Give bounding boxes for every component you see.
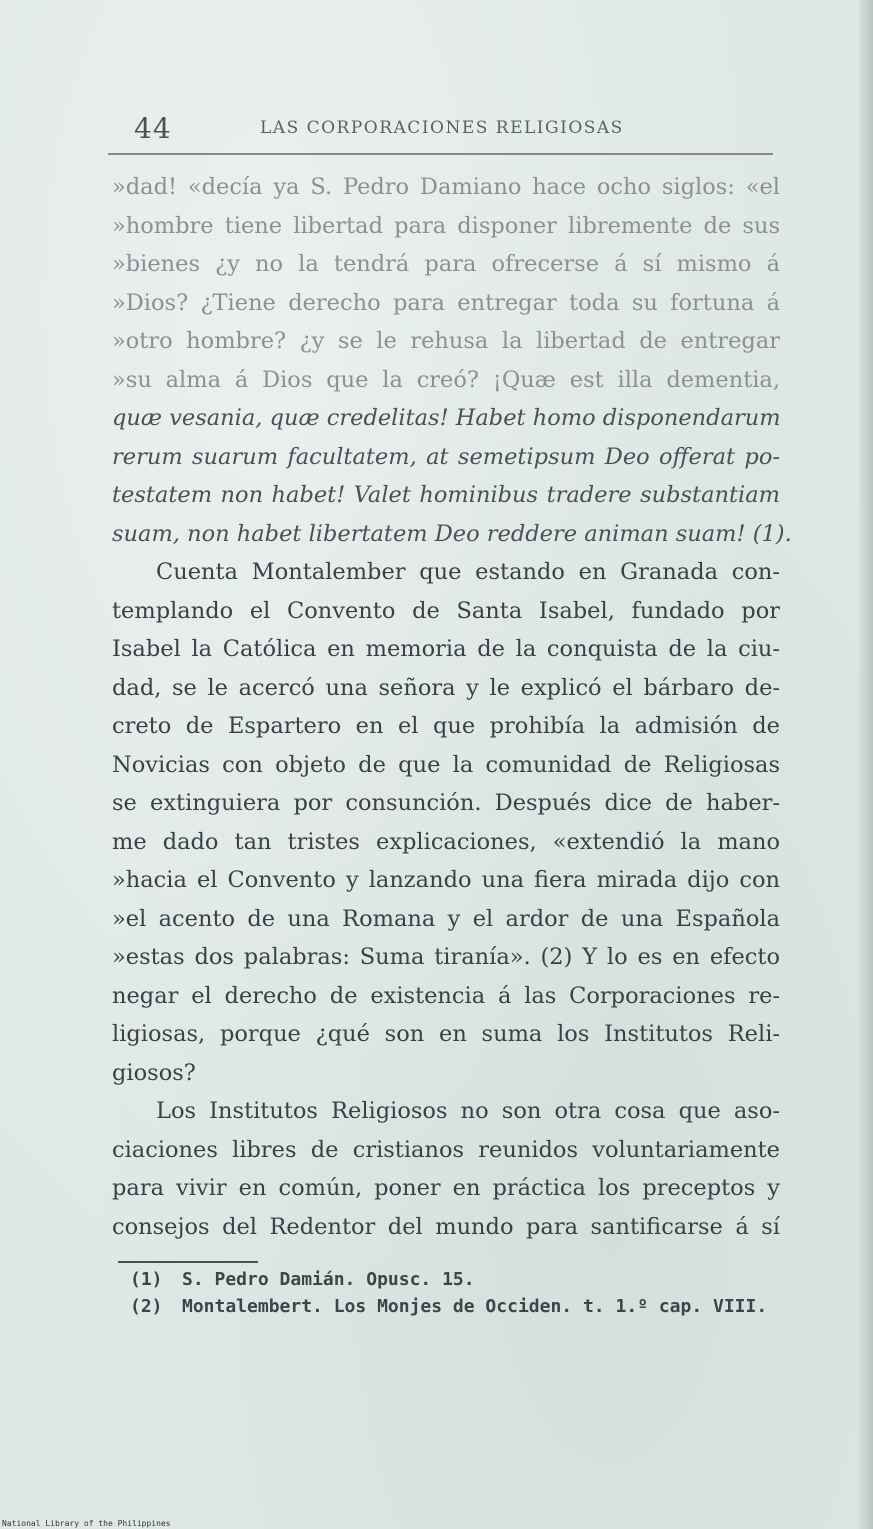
text-line: testatem non habet! Valet hominibus tradere substantiam	[112, 482, 780, 508]
text-line: me dado tan tristes explicaciones, «extendió la mano	[112, 828, 780, 855]
footnote	[130, 1266, 780, 1293]
text-line: rerum suarum facultatem, at semetipsum Deo offerat po-	[112, 443, 780, 470]
page-edge-shadow	[859, 0, 873, 1529]
text-line: quæ vesania, quæ credelitas! Habet homo disponendarum	[112, 405, 781, 431]
text-line: Los Institutos Religiosos no son otra cosa que aso-	[156, 1098, 780, 1124]
footnote	[130, 1293, 780, 1320]
text-line: Isabel la Católica en memoria de la conquista de la ciu-	[112, 636, 780, 662]
footnote-text: Montalembert. Los Monjes de Occiden. t. 1.º cap. VIII.	[182, 1296, 768, 1317]
running-head	[118, 108, 773, 148]
text-line: »bienes ¿y no la tendrá para ofrecerse á sí mismo á	[112, 251, 780, 277]
body-text	[112, 168, 792, 1246]
text-line: »estas dos palabras: Suma tiranía». (2) Y lo es en efecto	[112, 944, 780, 970]
footnote-text: S. Pedro Damián. Opusc. 15.	[182, 1269, 475, 1290]
text-line: »Dios? ¿Tiene derecho para entregar toda su fortuna á	[112, 289, 780, 316]
text-line: se extinguiera por consunción. Después dice de haber-	[112, 790, 780, 816]
text-line: Cuenta Montalember que estando en Granada con-	[156, 559, 780, 585]
footnotes	[130, 1266, 780, 1320]
text-line: Novicias con objeto de que la comunidad de Religiosas	[112, 751, 780, 778]
text-line: ligiosas, porque ¿qué son en suma los Institutos Reli-	[112, 1021, 780, 1047]
library-credit: National Library of the Philippines	[2, 1519, 171, 1528]
text-line: negar el derecho de existencia á las Corporaciones re-	[112, 982, 780, 1009]
text-line: dad, se le acercó una señora y le explicó el bárbaro de-	[112, 674, 780, 701]
footnote-number: (1)	[130, 1269, 163, 1290]
text-line: »otro hombre? ¿y se le rehusa la libertad de entregar	[112, 328, 780, 354]
text-line: creto de Espartero en el que prohibía la admisión de	[112, 713, 780, 739]
footnote-number: (2)	[130, 1296, 163, 1317]
text-line: »su alma á Dios que la creó? ¡Quæ est illa dementia,	[112, 366, 780, 393]
page-number: 44	[134, 112, 172, 145]
text-line: »dad! «decía ya S. Pedro Damiano hace ocho siglos: «el	[112, 174, 780, 200]
text-line: »hacia el Convento y lanzando una fiera mirada dijo con	[112, 867, 780, 893]
text-line: »el acento de una Romana y el ardor de una Española	[112, 905, 780, 932]
text-line: ciaciones libres de cristianos reunidos voluntariamente	[112, 1136, 780, 1163]
text-line: suam, non habet libertatem Deo reddere animan suam! (1).	[112, 520, 792, 547]
running-title: LAS CORPORACIONES RELIGIOSAS	[260, 118, 624, 138]
footnote-rule	[118, 1261, 258, 1263]
text-line: consejos del Redentor del mundo para santificarse á sí	[112, 1213, 780, 1240]
text-line: »hombre tiene libertad para disponer libremente de sus	[112, 212, 780, 239]
text-line: templando el Convento de Santa Isabel, fundado por	[112, 597, 780, 624]
text-line: para vivir en común, poner en práctica los preceptos y	[112, 1175, 780, 1201]
header-rule	[108, 153, 773, 155]
text-line: giosos?	[112, 1059, 196, 1086]
